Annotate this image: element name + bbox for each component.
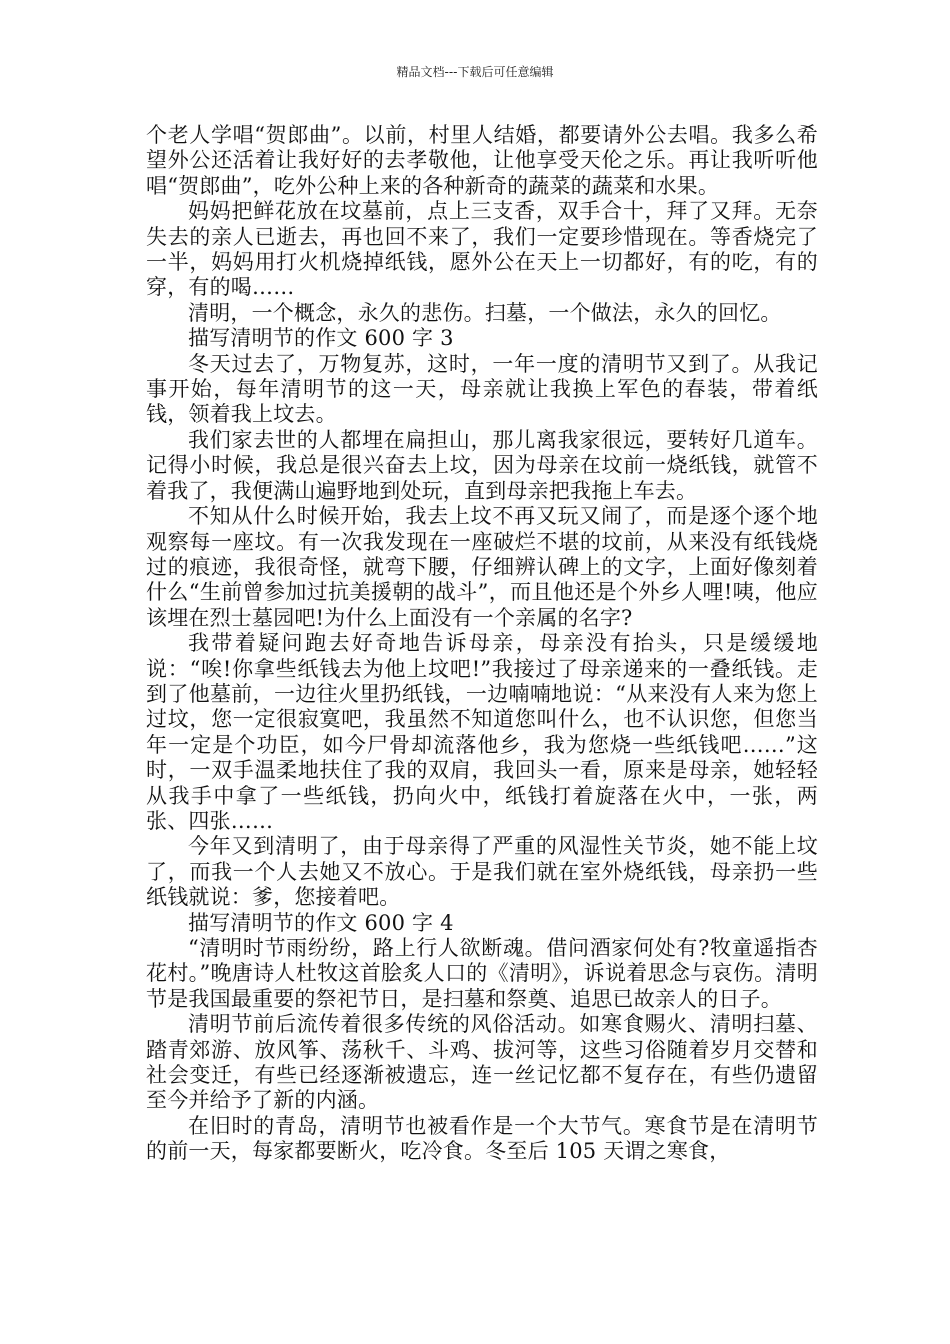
paragraph: 妈妈把鲜花放在坟墓前，点上三支香，双手合十，拜了又拜。无奈失去的亲人已逝去，再也回不来了，我们一定要珍惜现在。等香烧完了一半，妈妈用打火机烧掉纸钱，愿外公在天上一切都好，有的吃，有的穿，有的喝…… — [146, 199, 818, 300]
paragraph: 我带着疑问跑去好奇地告诉母亲，母亲没有抬头，只是缓缓地说：“唉!你拿些纸钱去为他上坟吧!”我接过了母亲递来的一叠纸钱。走到了他墓前，一边往火里扔纸钱，一边喃喃地说：“从来没有人来为您上过坟，您一定很寂寞吧，我虽然不知道您叫什么，也不认识您，但您当年一定是个功臣，如今尸骨却流落他乡，我为您烧一些纸钱吧……”这时，一双手温柔地扶住了我的双肩，我回头一看，原来是母亲，她轻轻从我手中拿了一些纸钱，扔向火中，纸钱打着旋落在火中，一张，两张、四张…… — [146, 631, 818, 833]
page-header: 精品文档---下载后可任意编辑 — [396, 65, 554, 79]
paragraph: 清明，一个概念，永久的悲伤。扫墓，一个做法，永久的回忆。 — [188, 300, 782, 325]
paragraph: 我们家去世的人都埋在扁担山，那儿离我家很远，要转好几道车。记得小时候，我总是很兴奋去上坟，因为母亲在坟前一烧纸钱，就管不着我了，我便满山遍野地到处玩，直到母亲把我拖上车去。 — [146, 427, 818, 503]
paragraph: 清明节前后流传着很多传统的风俗活动。如寒食赐火、清明扫墓、踏青郊游、放风筝、荡秋千、斗鸡、拔河等，这些习俗随着岁月交替和社会变迁，有些已经逐渐被遗忘，连一丝记忆都不复存在，有些仍遗留至今并给予了新的内涵。 — [146, 1012, 818, 1113]
paragraph: 今年又到清明了，由于母亲得了严重的风湿性关节炎，她不能上坟了，而我一个人去她又不放心。于是我们就在室外烧纸钱，母亲扔一些纸钱就说：爹，您接着吧。 — [146, 834, 818, 910]
paragraph: 冬天过去了，万物复苏，这时，一年一度的清明节又到了。从我记事开始，每年清明节的这一天，母亲就让我换上军色的春装，带着纸钱，领着我上坟去。 — [146, 351, 818, 427]
document-body — [146, 123, 818, 1165]
paragraph: 不知从什么时候开始，我去上坟不再又玩又闹了，而是逐个逐个地观察每一座坟。有一次我发现在一座破烂不堪的坟前，从来没有纸钱烧过的痕迹，我很奇怪，就弯下腰，仔细辨认碑上的文字，上面好像刻着什么“生前曾参加过抗美援朝的战斗”，而且他还是个外乡人哩!咦，他应该埋在烈士墓园吧!为什么上面没有一个亲属的名字? — [146, 504, 818, 630]
section-heading: 描写清明节的作文 600 字 3 — [188, 326, 454, 351]
paragraph: 个老人学唱“贺郎曲”。以前，村里人结婚，都要请外公去唱。我多么希望外公还活着让我好好的去孝敬他，让他享受天伦之乐。再让我听听他唱“贺郎曲”，吃外公种上来的各种新奇的蔬菜的蔬菜和水果。 — [146, 123, 818, 198]
section-heading: 描写清明节的作文 600 字 4 — [188, 910, 454, 935]
paragraph: 在旧时的青岛，清明节也被看作是一个大节气。寒食节是在清明节的前一天，每家都要断火，吃冷食。冬至后 105 天谓之寒食， — [146, 1113, 818, 1164]
paragraph: “清明时节雨纷纷，路上行人欲断魂。借问酒家何处有?牧童遥指杏花村。”晚唐诗人杜牧这首脍炙人口的《清明》，诉说着思念与哀伤。清明节是我国最重要的祭祀节日，是扫墓和祭奠、追思已故亲人的日子。 — [146, 936, 818, 1011]
